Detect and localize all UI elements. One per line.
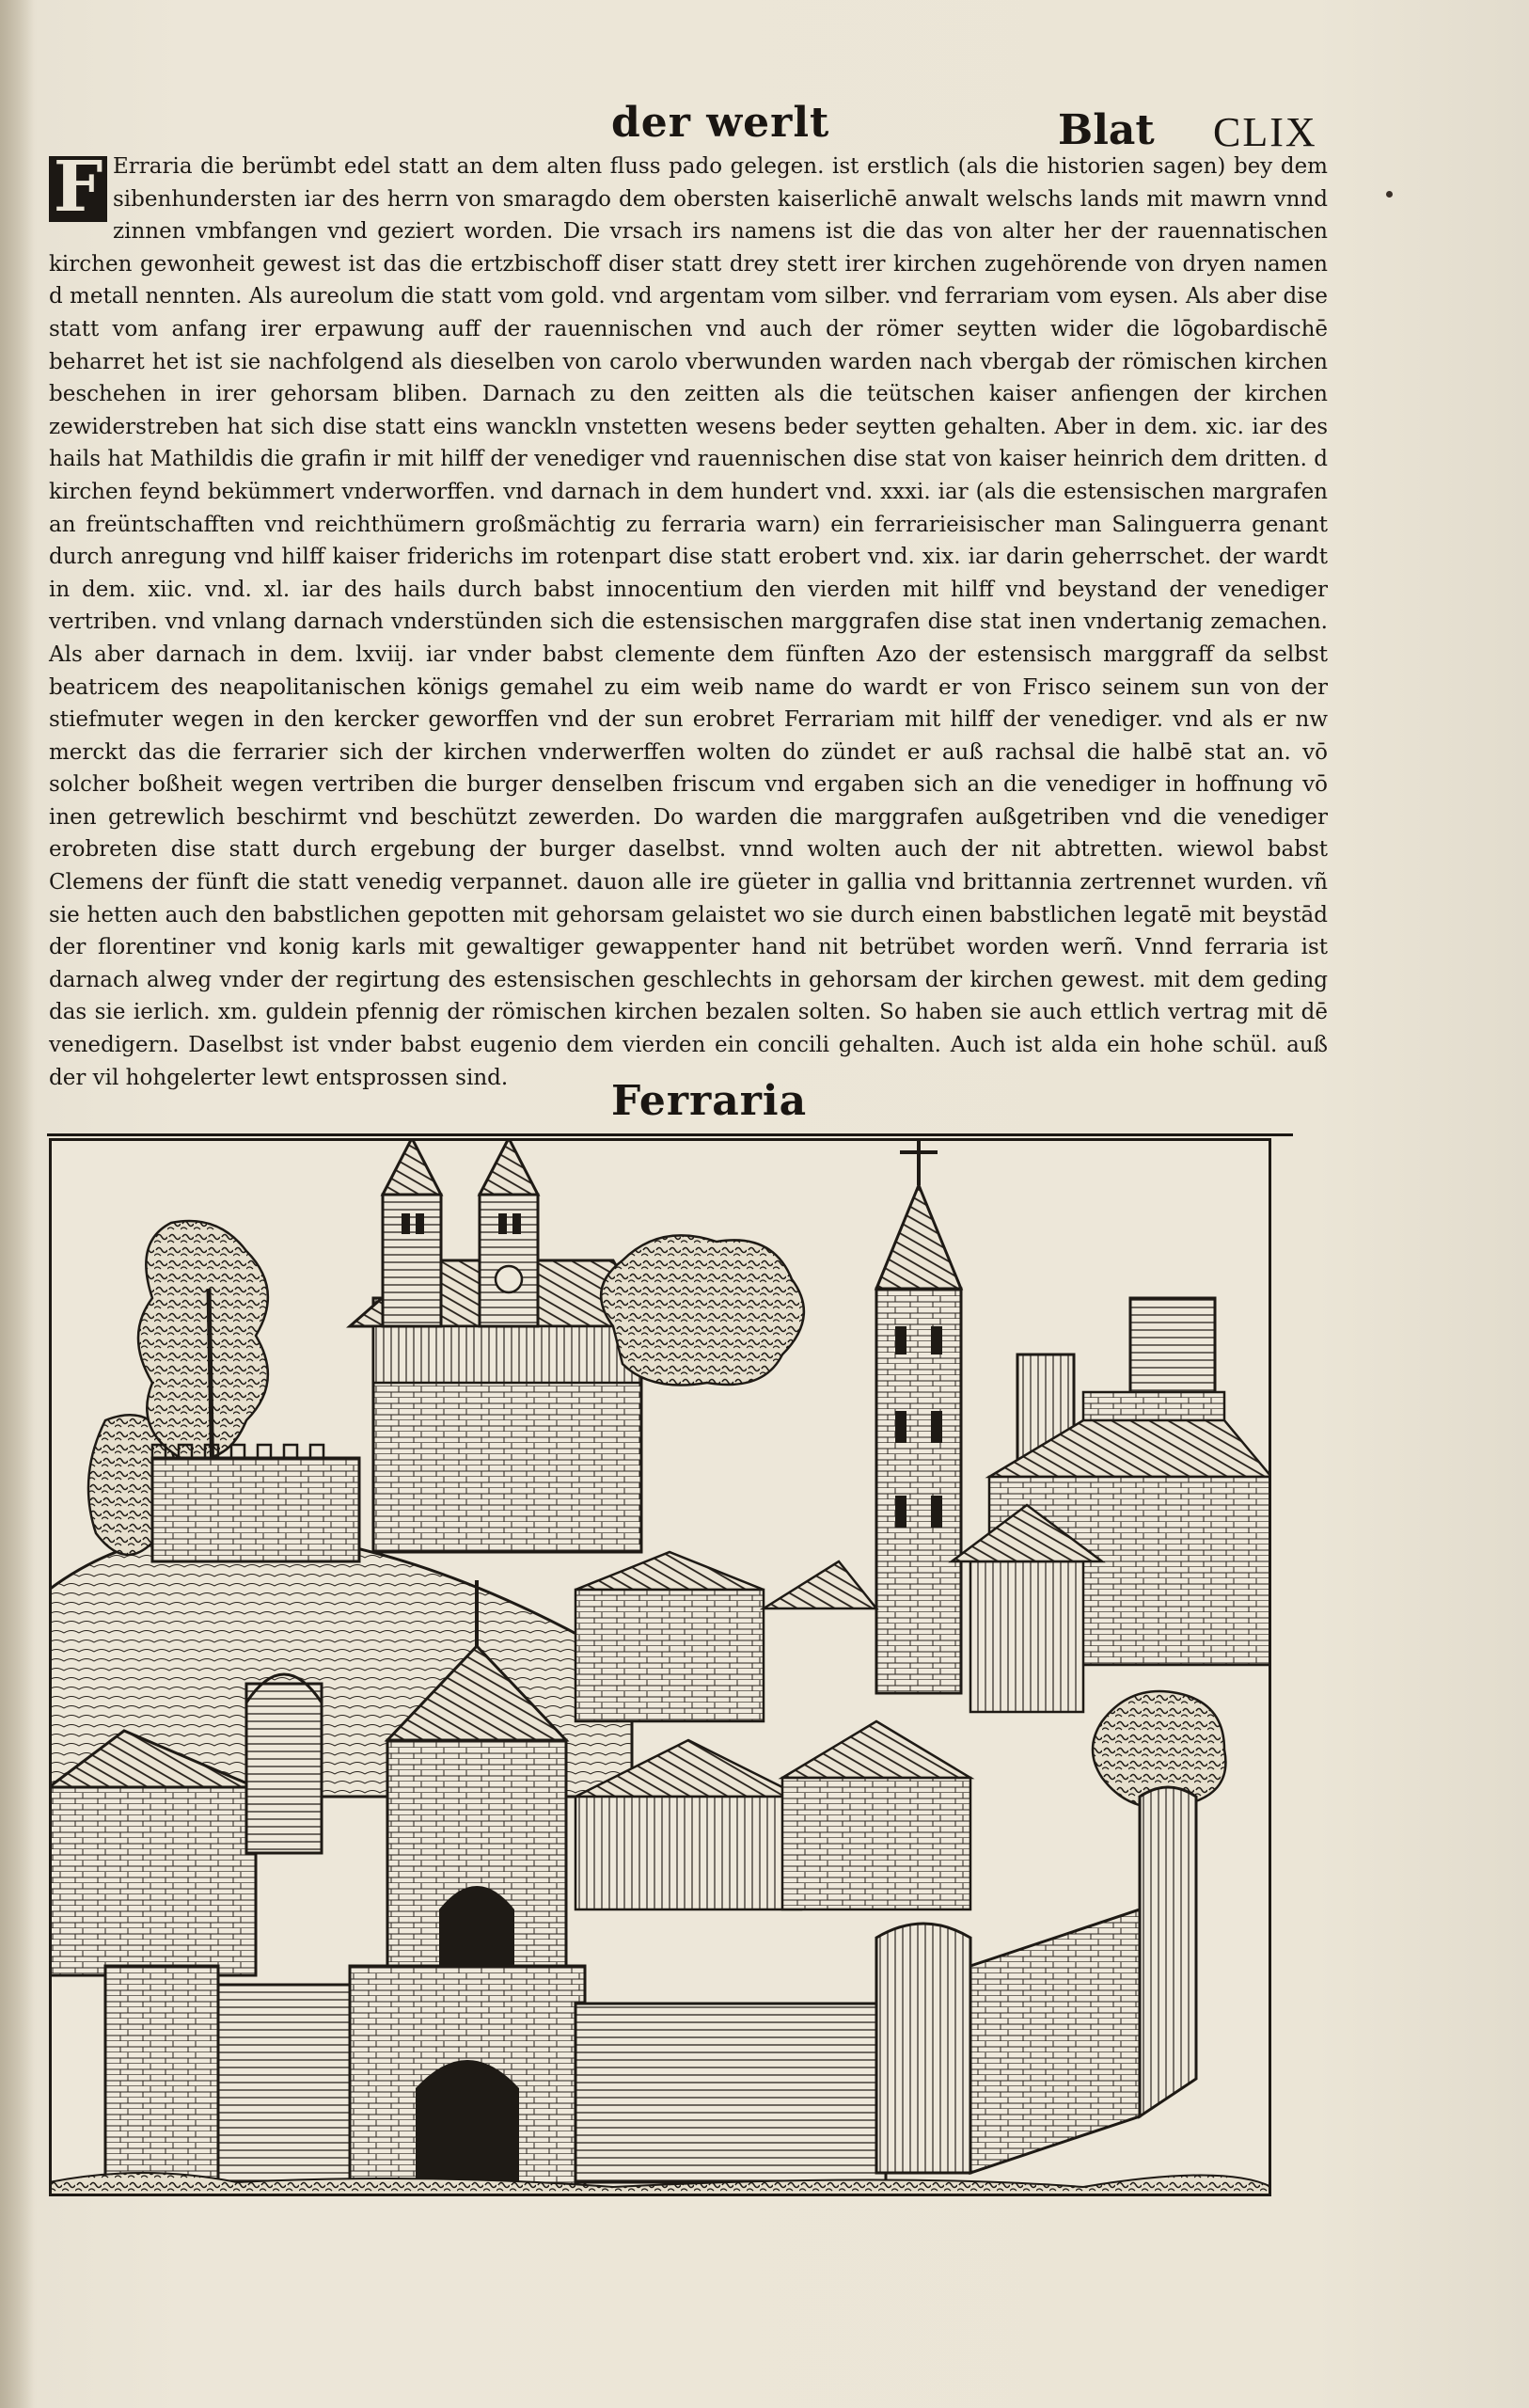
ferraria-woodcut-illustration <box>49 1138 1271 2196</box>
title-rule <box>47 1133 1293 1136</box>
body-paragraph: Erraria die berümbt edel statt an dem alten fluss pado gelegen. ist erstlich (als die historien sagen) bey dem sibenhundersten iar des herrn von smaragdo dem obersten kaiserlichē anwalt welschs lands mit mawrn vnnd zinnen vmbfangen vnd geziert worden. Die vrsach irs namens ist die das von alter her der rauennatischen kirchen gewonheit gewest ist das die ertzbischoff diser statt drey stett irer kirchen zugehörende von dryen namen d metall nennten. Als aureolum die statt vom gold. vnd argentam vom silber. vnd ferrariam vom eysen. Als aber dise statt vom anfang irer erpawung auff der rauennischen vnd auch der römer seytten wider die lōgobardischē beharret het ist sie nachfolgend als dieselben von carolo vberwunden warden nach vbergab der römischen kirchen beschehen in irer gehorsam bliben. Darnach zu den zeitten als die teütschen kaiser anfiengen der kirchen zewiderstreben hat sich dise statt eins wanckln vnstetten wesens beder seytten gehalten. Aber in dem. xic. iar des hails hat Mathildis die grafin ir mit hilff der venediger vnd rauennischen dise stat von kaiser heinrich dem dritten. d kirchen feynd bekümmert vnderworffen. vnd darnach in dem hundert vnd. xxxi. iar (als die estensischen margrafen an freüntschafften vnd reichthümern großmächtig zu ferraria warn) ein ferrarieisischer man Salinguerra genant durch anregung vnd hilff kaiser friderichs im rotenpart dise statt erobert vnd. xix. iar darin geherrschet. der wardt in dem. xiic. vnd. xl. iar des hails durch babst innocentium den vierden mit hilff vnd beystand der venediger vertriben. vnd vnlang darnach vnderstünden sich die estensischen marggrafen dise stat inen vndertanig zemachen. Als aber darnach in dem. lxviij. iar vnder babst clemente dem fünften Azo der estensisch marggraff da selbst beatricem des neapolitanischen königs gemahel zu eim weib name do wardt er von Frisco seinem sun von der stiefmuter wegen in den kercker geworffen vnd der sun erobret Ferrariam mit hilff der venediger. vnd als er nw merckt das die ferrarier sich der kirchen vnderwerffen wolten do zündet er auß rachsal die halbē stat an. vō solcher boßheit wegen vertriben die burger denselben friscum vnd ergaben sich an die venediger in hoffnung vō inen getrewlich beschirmt vnd beschützt zewerden. Do warden die marggrafen außgetriben vnd die venediger erobreten dise statt durch ergebung der burger daselbst. vnnd wolten auch der nit abtretten. wiewol babst Clemens der fünft die statt venedig verpannet. dauon alle ire güeter in gallia vnd brittannia zertrennet wurden. vñ sie hetten auch den babstlichen gepotten mit gehorsam gelaistet wo sie durch einen babstlichen legatē mit beystād der florentiner vnd konig karls mit gewaltiger gewappenter hand nit betrübet worden werñ. Vnnd ferraria ist darnach alweg vnder der regirtung des estensischen geschlechts in gehorsam der kirchen gewest. mit dem geding das sie ierlich. xm. guldein pfennig der römischen kirchen bezalen solten. So haben sie auch ettlich vertrag mit dē venedigern. Daselbst ist vnder babst eugenio dem vierden ein concili gehalten. Auch ist alda ein hohe schül. auß der vil hohgelerter lewt entsprossen sind. <box>49 154 1328 1090</box>
gutter-shadow <box>0 0 34 2408</box>
body-text <box>49 147 1328 1094</box>
margin-ink-dot <box>1386 191 1393 198</box>
illustration-title: Ferraria <box>611 1077 808 1125</box>
drop-cap: F <box>49 156 107 222</box>
leaf-label: Blat <box>1058 106 1155 154</box>
leaf-number: CLIX <box>1213 109 1317 155</box>
running-head: der werlt <box>611 99 830 147</box>
